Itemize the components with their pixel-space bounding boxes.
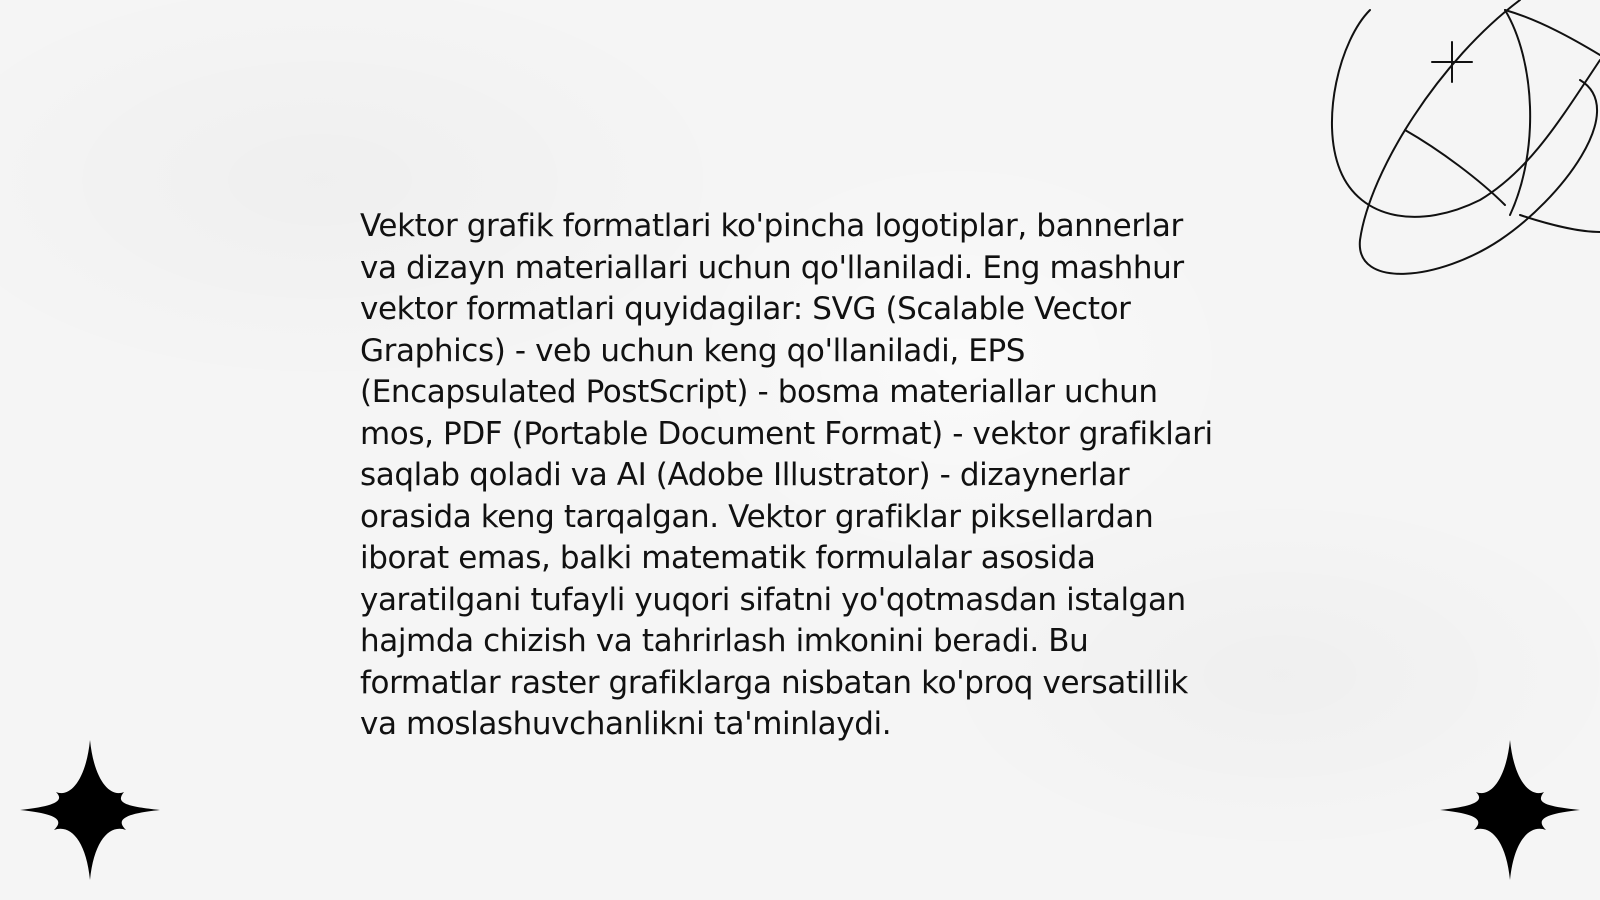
four-point-star-icon xyxy=(20,740,160,880)
slide-body-text: Vektor grafik formatlari ko'pincha logotiplar, bannerlar va dizayn materiallari uchun qo'llaniladi. Eng mashhur vektor formatlari quyidagilar: SVG (Scalable Vector Graphics) - veb uchun keng qo'llaniladi, EPS (Encapsulated PostScript) - bosma materiallar uchun mos, PDF (Portable Document Format) - vektor grafiklari saqlab qoladi va AI (Adobe Illustrator) - dizaynerlar orasida keng tarqalgan. Vektor grafiklar piksellardan iborat emas, balki matematik formulalar asosida yaratilgani tufayli yuqori sifatni yo'qotmasdan istalgan hajmda chizish va tahrirlash imkonini beradi. Bu formatlar raster grafiklarga nisbatan ko'proq versatillik va moslashuvchanlikni ta'minlaydi. xyxy=(360,208,1213,742)
orbit-sparkle-icon xyxy=(1330,0,1600,290)
four-point-star-icon xyxy=(1440,740,1580,880)
